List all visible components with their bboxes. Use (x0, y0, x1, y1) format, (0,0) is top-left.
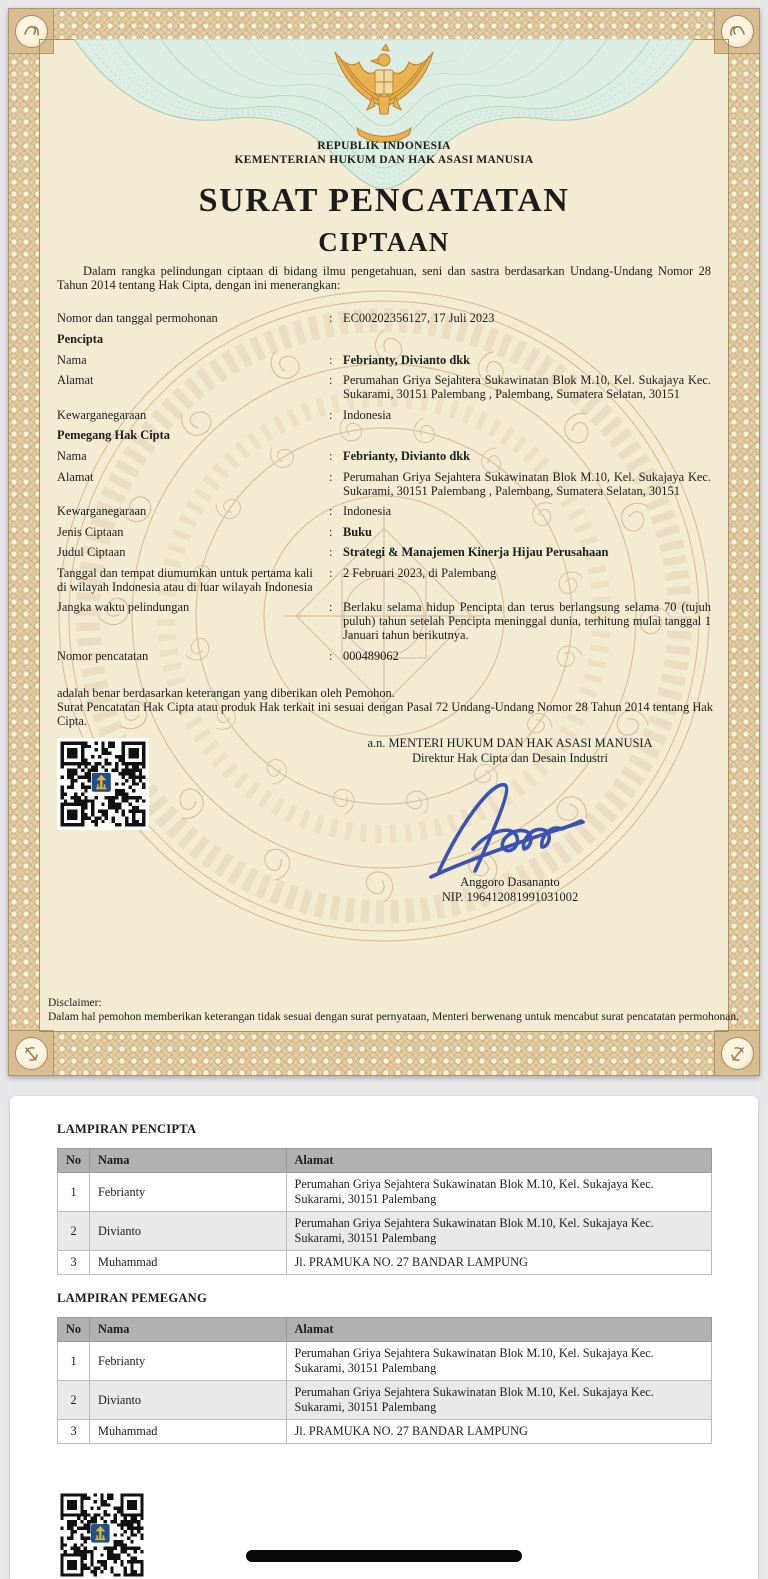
field-label: Judul Ciptaan (57, 545, 126, 559)
rosette-medallion-icon (721, 15, 754, 48)
field-value: EC00202356127, 17 Juli 2023 (343, 311, 495, 325)
certificate-border-right (728, 8, 760, 1076)
signature-onbehalf: a.n. MENTERI HUKUM DAN HAK ASASI MANUSIA (367, 736, 653, 750)
field-label: Jenis Ciptaan (57, 524, 124, 539)
field-value: Strategi & Manajemen Kinerja Hijau Perusahaan (343, 545, 609, 559)
disclaimer-text: Dalam hal pemohon memberikan keterangan tidak sesuai dengan surat pernyataan, Menteri berwenang untuk mencabut surat pencatatan permohonan. (48, 1011, 740, 1023)
table-row (58, 1251, 712, 1275)
field-row (57, 504, 711, 518)
table-cell: Febrianty (90, 1342, 286, 1381)
signer-title: Direktur Hak Cipta dan Desain Industri (412, 750, 608, 765)
field-label: Alamat (57, 469, 94, 484)
field-row (57, 449, 711, 463)
field-value: Berlaku selama hidup Pencipta dan terus berlangsung selama 70 (tujuh puluh) tahun setelah Pencipta meninggal dunia, terhitung mulai tanggal 1 Januari tahun berikutnya. (343, 600, 711, 642)
table-cell: Jl. PRAMUKA NO. 27 BANDAR LAMPUNG (286, 1251, 712, 1275)
table-row (58, 1381, 712, 1420)
field-colon: : (329, 545, 333, 559)
rosette-medallion-icon (15, 1037, 48, 1070)
field-value: 000489062 (343, 648, 399, 663)
closing-block (57, 686, 713, 729)
field-colon: : (329, 600, 333, 614)
field-row (57, 470, 711, 498)
closing-paragraph-1: adalah benar berdasarkan keterangan yang diberikan oleh Pemohon. (57, 686, 395, 700)
home-indicator[interactable] (246, 1550, 522, 1562)
table-cell: Divianto (90, 1381, 286, 1420)
field-label: Nama (57, 352, 87, 367)
table-header-cell: No (58, 1318, 90, 1342)
field-label: Kewarganegaraan (57, 407, 147, 422)
table-header-cell: Nama (90, 1149, 286, 1173)
field-colon: : (329, 648, 333, 663)
attachment-tables (10, 1096, 758, 1444)
field-colon: : (329, 504, 333, 518)
table-cell: 3 (58, 1251, 90, 1275)
field-value: Perumahan Griya Sejahtera Sukawinatan Blok M.10, Kel. Sukajaya Kec. Sukarami, 30151 Palembang , Palembang, Sumatera Selatan, 30151 (343, 373, 711, 401)
qr-code (57, 1490, 147, 1579)
certificate-page (8, 8, 760, 1076)
table-row (58, 1212, 712, 1251)
field-value: Indonesia (343, 504, 392, 518)
table-cell: Perumahan Griya Sejahtera Sukawinatan Blok M.10, Kel. Sukajaya Kec. Sukarami, 30151 Palembang (286, 1381, 712, 1420)
table-cell: Febrianty (90, 1173, 286, 1212)
table-cell: Perumahan Griya Sejahtera Sukawinatan Blok M.10, Kel. Sukajaya Kec. Sukarami, 30151 Palembang (286, 1212, 712, 1251)
attachment-table (57, 1317, 712, 1444)
signature-block (348, 736, 672, 904)
table-row (58, 1420, 712, 1444)
corner-ornament (8, 8, 54, 54)
attachment-table (57, 1148, 712, 1275)
table-cell: Muhammad (90, 1420, 286, 1444)
signature-scribble (425, 767, 595, 879)
table-cell: Divianto (90, 1212, 286, 1251)
field-colon: : (329, 352, 333, 367)
field-colon: : (329, 449, 333, 463)
disclaimer-label: Disclaimer: (48, 997, 102, 1009)
table-cell: 2 (58, 1381, 90, 1420)
ministry-line-1: REPUBLIK INDONESIA (317, 140, 451, 152)
field-label: Nomor pencatatan (57, 648, 149, 663)
field-section-header: Pemegang Hak Cipta (57, 428, 170, 442)
field-colon: : (329, 407, 333, 422)
certificate-border-top (8, 8, 760, 40)
kemenkumham-logo-icon (92, 773, 110, 791)
table-row (58, 1342, 712, 1381)
field-label: Nama (57, 449, 87, 463)
field-row (57, 525, 711, 539)
certificate-subtitle: CIPTAAN (318, 227, 450, 257)
table-header-cell: Alamat (286, 1318, 712, 1342)
garuda-emblem-icon (329, 44, 439, 148)
field-row (57, 353, 711, 367)
attachment-title: LAMPIRAN PENCIPTA (57, 1122, 197, 1136)
table-cell: Jl. PRAMUKA NO. 27 BANDAR LAMPUNG (286, 1420, 712, 1444)
corner-ornament (8, 1030, 54, 1076)
field-label: Kewarganegaraan (57, 504, 147, 518)
field-row (57, 566, 711, 594)
table-row (58, 1173, 712, 1212)
qr-code (57, 738, 149, 830)
certificate-title: SURAT PENCATATAN (198, 182, 570, 219)
field-value: Febrianty, Divianto dkk (343, 352, 471, 367)
rosette-medallion-icon (721, 1037, 754, 1070)
table-cell: Perumahan Griya Sejahtera Sukawinatan Blok M.10, Kel. Sukajaya Kec. Sukarami, 30151 Palembang (286, 1173, 712, 1212)
field-value: Buku (343, 524, 372, 539)
field-row (57, 311, 711, 325)
table-header-cell: No (58, 1149, 90, 1173)
corner-ornament (714, 8, 760, 54)
field-colon: : (329, 469, 333, 484)
field-row (57, 600, 711, 642)
table-cell: Muhammad (90, 1251, 286, 1275)
field-value: Indonesia (343, 407, 392, 422)
certificate-border-bottom (8, 1031, 760, 1076)
signer-name: Anggoro Dasananto (460, 875, 560, 889)
field-label: Nomor dan tanggal permohonan (57, 311, 218, 325)
kemenkumham-logo-icon (91, 1524, 109, 1542)
fields-list (57, 311, 711, 669)
field-row (57, 545, 711, 559)
field-section-header: Pencipta (57, 331, 104, 346)
field-label: Tanggal dan tempat diumumkan untuk pertama kali di wilayah Indonesia atau di luar wilayah Indonesia (57, 565, 313, 594)
field-colon: : (329, 565, 333, 580)
field-label: Alamat (57, 373, 94, 387)
table-header-cell: Nama (90, 1318, 286, 1342)
attachment-title: LAMPIRAN PEMEGANG (57, 1291, 207, 1305)
field-colon: : (329, 524, 333, 539)
disclaimer-block (48, 996, 742, 1024)
closing-paragraph-2: Surat Pencatatan Hak Cipta atau produk Hak terkait ini sesuai dengan Pasal 72 Undang-Undang Nomor 28 Tahun 2014 tentang Hak Cipta. (57, 700, 713, 729)
table-cell: Perumahan Griya Sejahtera Sukawinatan Blok M.10, Kel. Sukajaya Kec. Sukarami, 30151 Palembang (286, 1342, 712, 1381)
ministry-line-2: KEMENTERIAN HUKUM DAN HAK ASASI MANUSIA (234, 154, 534, 166)
corner-ornament (714, 1030, 760, 1076)
field-value: Perumahan Griya Sejahtera Sukawinatan Blok M.10, Kel. Sukajaya Kec. Sukarami, 30151 Palembang , Palembang, Sumatera Selatan, 30151 (343, 469, 711, 498)
field-value: Febrianty, Divianto dkk (343, 449, 471, 463)
field-row (57, 408, 711, 422)
field-colon: : (329, 311, 333, 325)
field-value: 2 Februari 2023, di Palembang (343, 565, 497, 580)
signer-nip: NIP. 196412081991031002 (441, 889, 579, 904)
field-colon: : (329, 373, 333, 387)
table-header-row (58, 1318, 712, 1342)
certificate-border-left (8, 8, 40, 1076)
field-label: Jangka waktu pelindungan (57, 600, 190, 614)
table-cell: 2 (58, 1212, 90, 1251)
field-row (57, 649, 711, 663)
table-cell: 1 (58, 1342, 90, 1381)
table-header-cell: Alamat (286, 1149, 712, 1173)
rosette-medallion-icon (15, 15, 48, 48)
table-cell: 1 (58, 1173, 90, 1212)
table-header-row (58, 1149, 712, 1173)
attachment-page (10, 1096, 758, 1579)
field-row (57, 373, 711, 401)
intro-paragraph: Dalam rangka pelindungan ciptaan di bidang ilmu pengetahuan, seni dan sastra berdasarkan Undang-Undang Nomor 28 Tahun 2014 tentang Hak Cipta, dengan ini menerangkan: (57, 264, 711, 293)
table-cell: 3 (58, 1420, 90, 1444)
